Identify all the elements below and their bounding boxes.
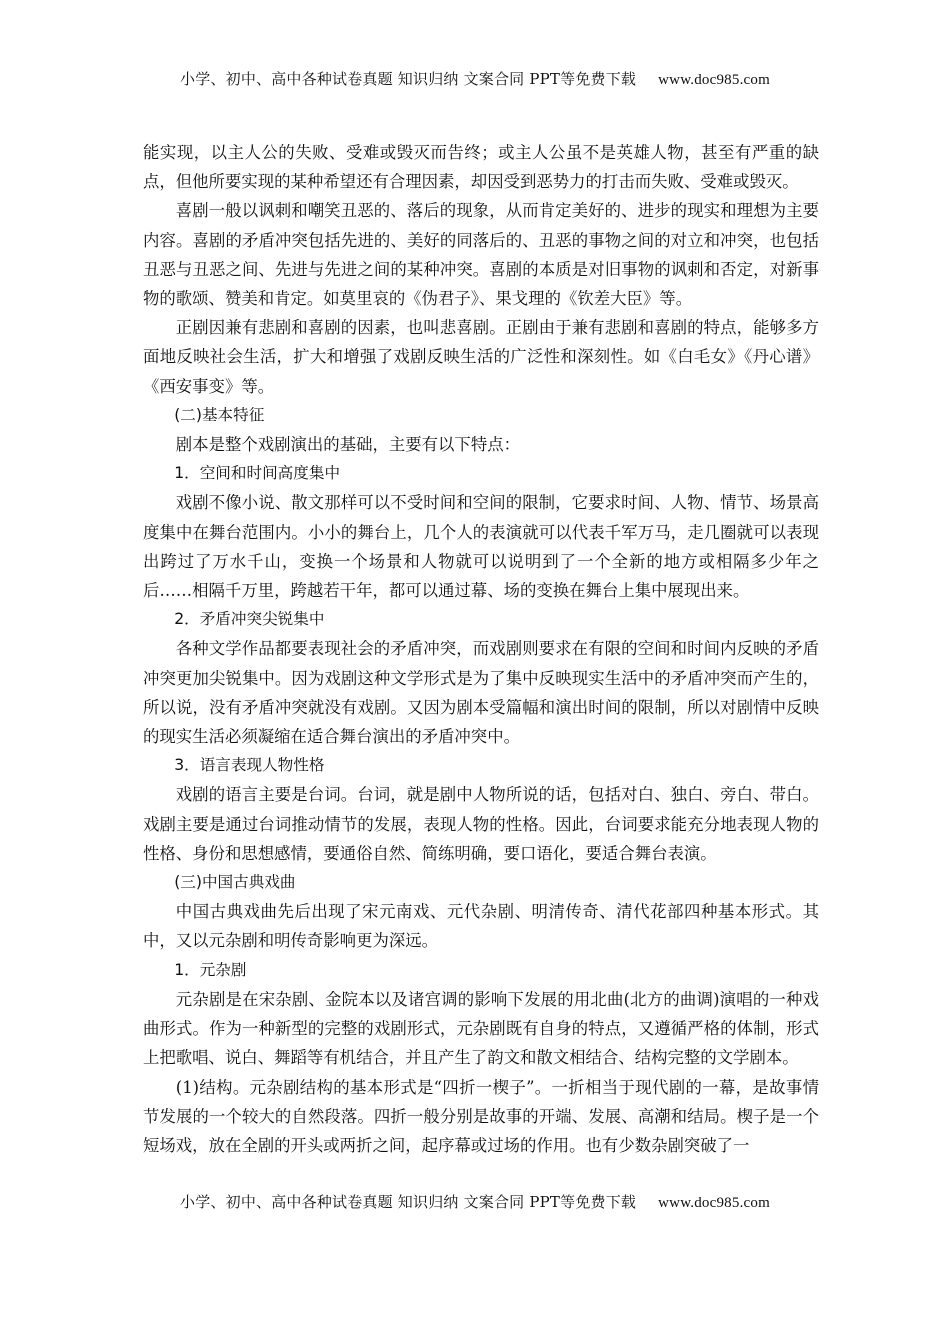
header-text: 小学、初中、高中各种试卷真题 知识归纳 文案合同 PPT等免费下载 [180,70,637,88]
body-paragraph: 正剧因兼有悲剧和喜剧的因素，也叫悲喜剧。正剧由于兼有悲剧和喜剧的特点，能够多方面地反映社会生活，扩大和增强了戏剧反映生活的广泛性和深刻性。如《白毛女》《丹心谱》《西安事变》等。 [143,318,819,396]
section-heading: 1．元杂剧 [174,960,247,979]
section-heading: (三)中国古典戏曲 [174,873,296,892]
body-paragraph: 能实现，以主人公的失败、受难或毁灭而告终；或主人公虽不是英雄人物，甚至有严重的缺点，但他所要实现的某种希望还有合理因素，却因受到恶势力的打击而失败、受难或毁灭。 [143,143,819,192]
page-footer [0,1191,950,1212]
section-heading: (二)基本特征 [174,405,265,424]
body-paragraph: 戏剧的语言主要是台词。台词，就是剧中人物所说的话，包括对白、独白、旁白、带白。戏剧主要是通过台词推动情节的发展，表现人物的性格。因此，台词要求能充分地表现人物的性格、身份和思想感情，要通俗自然、简练明确，要口语化，要适合舞台表演。 [143,785,819,863]
page-header [0,68,950,89]
body-paragraph: 各种文学作品都要表现社会的矛盾冲突，而戏剧则要求在有限的空间和时间内反映的矛盾冲突更加尖锐集中。因为戏剧这种文学形式是为了集中反映现实生活中的矛盾冲突而产生的，所以说，没有矛盾冲突就没有戏剧。又因为剧本受篇幅和演出时间的限制，所以对剧情中反映的现实生活必须凝缩在适合舞台演出的矛盾冲突中。 [143,639,819,747]
footer-text: 小学、初中、高中各种试卷真题 知识归纳 文案合同 PPT等免费下载 [180,1193,637,1211]
body-paragraph: 剧本是整个戏剧演出的基础，主要有以下特点： [175,435,520,455]
section-heading: 3．语言表现人物性格 [174,756,325,775]
body-paragraph: 元杂剧是在宋杂剧、金院本以及诸宫调的影响下发展的用北曲(北方的曲调)演唱的一种戏曲形式。作为一种新型的完整的戏剧形式，元杂剧既有自身的特点，又遵循严格的体制，形式上把歌唱、说白、舞蹈等有机结合，并且产生了韵文和散文相结合、结构完整的文学剧本。 [143,989,819,1068]
body-paragraph: 戏剧不像小说、散文那样可以不受时间和空间的限制，它要求时间、人物、情节、场景高度集中在舞台范围内。小小的舞台上，几个人的表演就可以代表千军万马，走几圈就可以表现出跨过了万水千山，变换一个场景和人物就可以说明到了一个全新的地方或相隔多少年之后……相隔千万里，跨越若干年，都可以通过幕、场的变换在舞台上集中展现出来。 [143,493,819,601]
body-paragraph: 喜剧一般以讽刺和嘲笑丑恶的、落后的现象，从而肯定美好的、进步的现实和理想为主要内容。喜剧的矛盾冲突包括先进的、美好的同落后的、丑恶的事物之间的对立和冲突，也包括丑恶与丑恶之间、先进与先进之间的某种冲突。喜剧的本质是对旧事物的讽刺和否定，对新事物的歌颂、赞美和肯定。如莫里哀的《伪君子》、果戈理的《钦差大臣》等。 [143,201,819,309]
document-body [143,138,819,1160]
section-heading: 1．空间和时间高度集中 [174,464,341,483]
footer-url[interactable]: www.doc985.com [658,1195,770,1211]
body-paragraph: (1)结构。元杂剧结构的基本形式是“四折一楔子”。一折相当于现代剧的一幕，是故事情节发展的一个较大的自然段落。四折一般分别是故事的开端、发展、高潮和结局。楔子是一个短场戏，放在全剧的开头或两折之间，起序幕或过场的作用。也有少数杂剧突破了一 [143,1077,819,1155]
body-paragraph: 中国古典戏曲先后出现了宋元南戏、元代杂剧、明清传奇、清代花部四种基本形式。其中，又以元杂剧和明传奇影响更为深远。 [143,902,819,951]
header-url[interactable]: www.doc985.com [658,72,770,88]
section-heading: 2．矛盾冲突尖锐集中 [174,610,325,629]
